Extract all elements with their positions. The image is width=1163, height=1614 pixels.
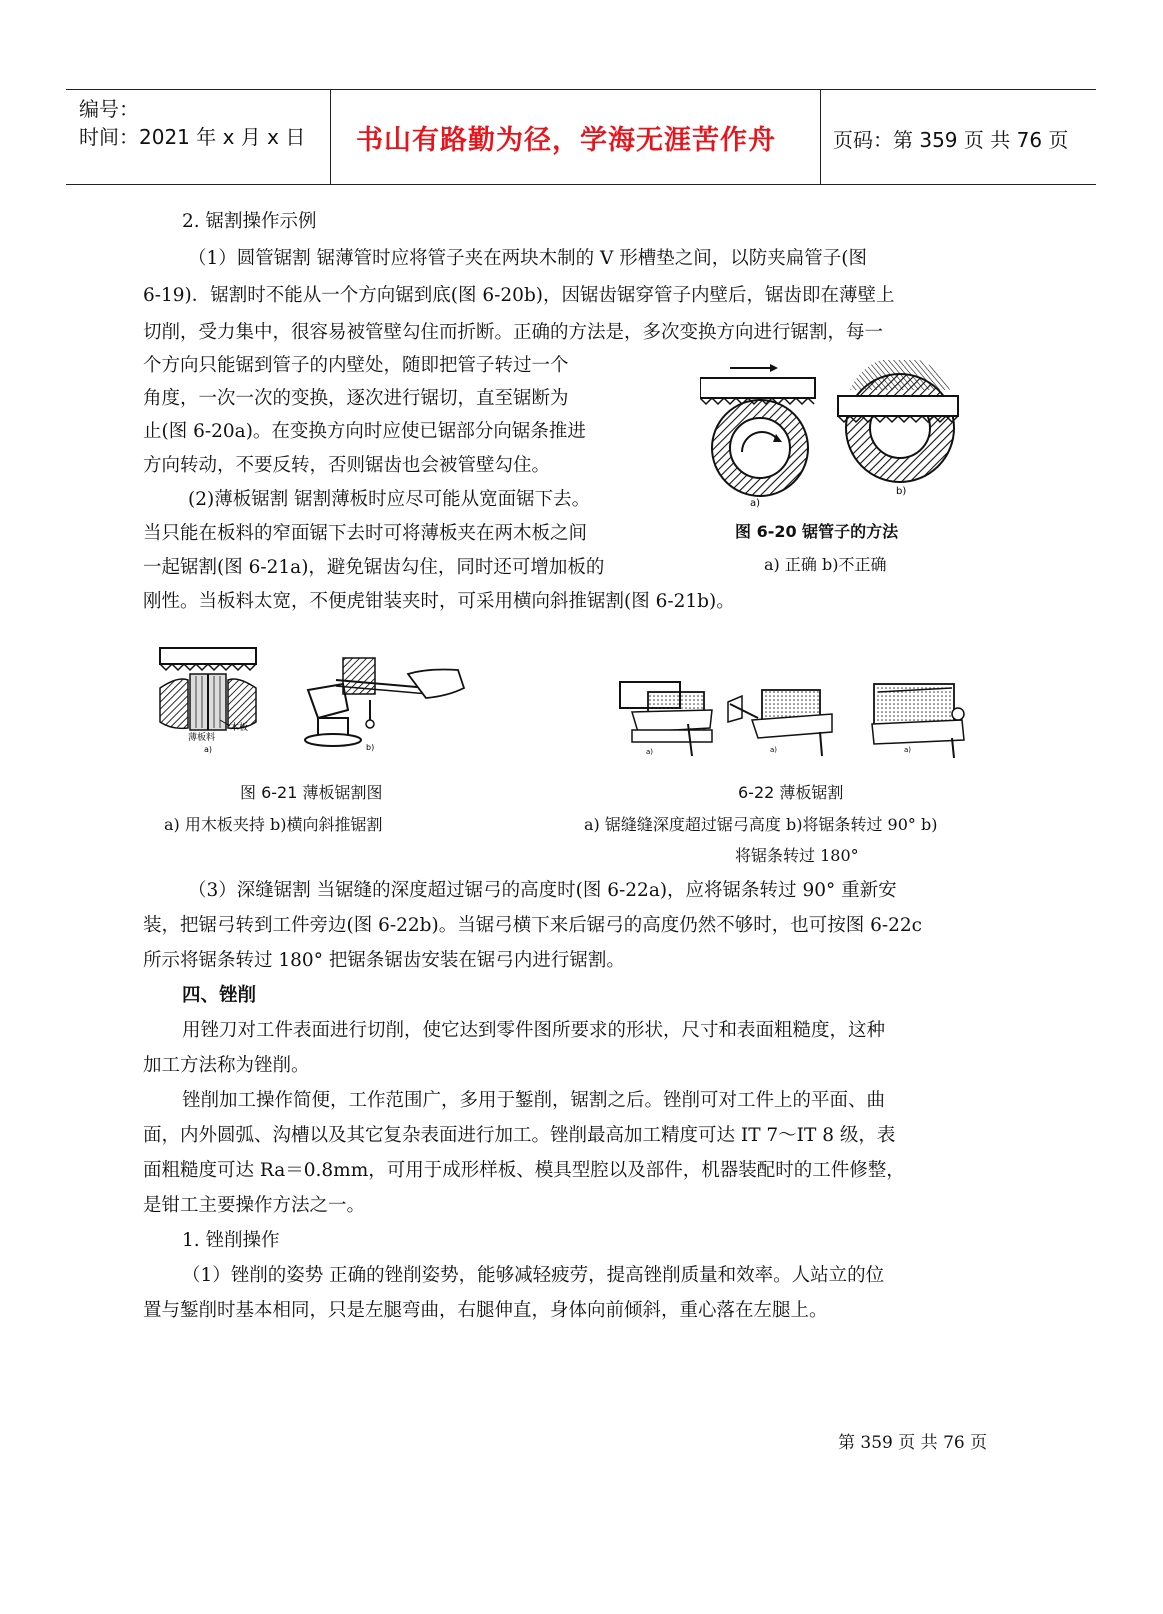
figure-6-21-subcaption: a) 用木板夹持 b)横向斜推锯割 <box>164 815 383 834</box>
paragraph-line: 面粗糙度可达 Ra＝0.8mm，可用于成形样板、模具型腔以及部件，机器装配时的工件修整， <box>143 1160 905 1181</box>
figure-6-22 <box>612 662 992 772</box>
figure-6-20b-drawing <box>838 360 958 482</box>
header-divider-right <box>820 90 821 184</box>
figure-6-21-label-sheet: 薄板料 <box>188 733 216 743</box>
figure-6-20-label-b: b) <box>896 486 907 497</box>
figure-6-21-label-wood: 木板 <box>230 723 249 733</box>
paragraph-line: 一起锯割(图 6-21a)，避免锯齿勾住，同时还可增加板的 <box>143 557 605 578</box>
paragraph-line: (2)薄板锯割 锯割薄板时应尽可能从宽面锯下去。 <box>188 489 591 510</box>
figure-6-22c-drawing <box>872 684 964 758</box>
paragraph-line: 6-19)．锯割时不能从一个方向锯到底(图 6-20b)，因锯齿锯穿管子内壁后，锯齿即在薄壁上 <box>143 285 895 306</box>
figure-6-21b-drawing <box>305 658 464 746</box>
paragraph-line: 置与錾削时基本相同，只是左腿弯曲，右腿伸直，身体向前倾斜，重心落在左腿上。 <box>143 1300 828 1321</box>
section-heading-filing: 四、锉削 <box>182 985 257 1006</box>
figure-6-22-subcaption-line2: 将锯条转过 180° <box>735 846 859 865</box>
figure-6-21 <box>158 640 478 760</box>
figure-6-21-label-b: b) <box>366 743 375 752</box>
paragraph-line: 个方向只能锯到管子的内壁处，随即把管子转过一个 <box>143 355 569 376</box>
figure-6-22-label-a1: a) <box>646 748 654 756</box>
header-time: 时间：2021 年 x 月 x 日 <box>79 125 306 149</box>
paragraph-line: 锉削加工操作简便，工作范围广，多用于錾削，锯割之后。锉削可对工件上的平面、曲 <box>182 1090 886 1111</box>
paragraph-line: 止(图 6-20a)。在变换方向时应使已锯部分向锯条推进 <box>143 421 586 442</box>
figure-6-22-caption: 6-22 薄板锯割 <box>738 783 844 802</box>
figure-6-22b-drawing <box>728 690 832 756</box>
paragraph-line: （3）深缝锯割 当锯缝的深度超过锯弓的高度时(图 6-22a)，应将锯条转过 90° 重新安 <box>188 880 897 901</box>
paragraph-line: 方向转动，不要反转，否则锯齿也会被管壁勾住。 <box>143 455 551 476</box>
figure-6-21-caption: 图 6-21 薄板锯割图 <box>240 783 383 802</box>
section-heading-saw-examples: 2. 锯割操作示例 <box>182 211 317 232</box>
paragraph-line: 加工方法称为锉削。 <box>143 1055 310 1076</box>
figure-6-21-label-a: a) <box>204 745 213 754</box>
paragraph-line: （1）锉削的姿势 正确的锉削姿势，能够减轻疲劳，提高锉削质量和效率。人站立的位 <box>182 1265 885 1286</box>
paragraph-line: 所示将锯条转过 180° 把锯条锯齿安装在锯弓内进行锯割。 <box>143 950 625 971</box>
paragraph-line: 是钳工主要操作方法之一。 <box>143 1195 366 1216</box>
header-divider-left <box>330 90 331 184</box>
paragraph-line: （1）圆管锯割 锯薄管时应将管子夹在两块木制的 V 形槽垫之间，以防夹扁管子(图 <box>188 248 867 269</box>
section-heading-filing-operation: 1. 锉削操作 <box>182 1230 280 1251</box>
paragraph-line: 装，把锯弓转到工件旁边(图 6-22b)。当锯弓横下来后锯弓的高度仍然不够时，也可按图 6-22c <box>143 915 923 936</box>
header-page: 页码：第 359 页 共 76 页 <box>833 128 1069 152</box>
paragraph-line: 切削，受力集中，很容易被管壁勾住而折断。正确的方法是，多次变换方向进行锯割，每一 <box>143 322 884 343</box>
header-motto: 书山有路勤为径，学海无涯苦作舟 <box>356 125 776 156</box>
figure-6-20a-drawing <box>700 364 815 496</box>
figure-6-20-subcaption: a) 正确 b)不正确 <box>764 555 887 574</box>
paragraph-line: 角度，一次一次的变换，逐次进行锯切，直至锯断为 <box>143 388 569 409</box>
figure-6-22-subcaption-line1: a) 锯缝缝深度超过锯弓高度 b)将锯条转过 90° b) <box>584 815 938 834</box>
figure-6-20-label-a: a) <box>750 498 761 509</box>
header-bottom-rule <box>66 184 1096 185</box>
figure-6-22-label-a3: a) <box>904 746 912 754</box>
header-number: 编号： <box>79 97 139 121</box>
figure-6-20-caption: 图 6-20 锯管子的方法 <box>735 522 899 541</box>
figure-6-21a-drawing <box>160 648 256 730</box>
footer-page-number: 第 359 页 共 76 页 <box>838 1433 988 1453</box>
header-top-rule <box>66 89 1096 90</box>
paragraph-line: 用锉刀对工件表面进行切削，使它达到零件图所要求的形状，尺寸和表面粗糙度，这种 <box>182 1020 886 1041</box>
figure-6-20 <box>700 360 990 510</box>
figure-6-22-label-a2: a) <box>770 746 778 754</box>
figure-6-22a-drawing <box>620 682 712 756</box>
paragraph-line: 刚性。当板料太宽，不便虎钳装夹时，可采用横向斜推锯割(图 6-21b)。 <box>143 591 735 612</box>
paragraph-line: 面，内外圆弧、沟槽以及其它复杂表面进行加工。锉削最高加工精度可达 IT 7～IT 8 级，表 <box>143 1125 896 1146</box>
paragraph-line: 当只能在板料的窄面锯下去时可将薄板夹在两木板之间 <box>143 523 588 544</box>
